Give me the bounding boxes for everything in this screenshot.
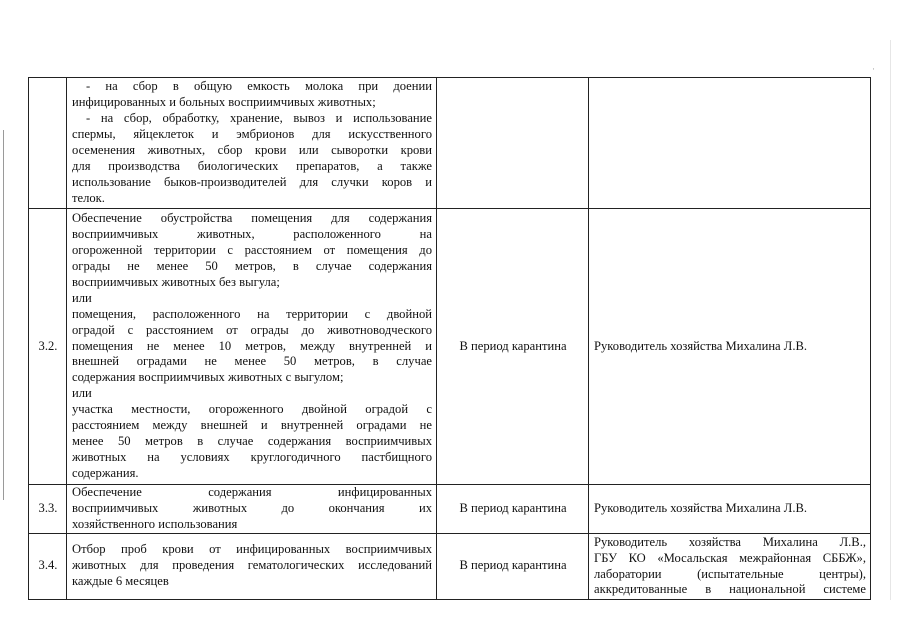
measure-text [67,209,437,485]
period-cell: В период карантина [437,485,589,534]
responsible-line: Руководитель хозяйства Михалина Л.В. [594,500,808,515]
responsible-line: Руководитель хозяйства Михалина Л.В., [594,534,866,549]
text-line: животных для проведения гематологических исследований [72,558,432,573]
text-line: - на сбор, обработку, хранение, вывоз и использование [86,111,432,126]
text-line: участка местности, огороженного двойной оградой с [72,402,432,417]
text-line: - на сбор в общую емкость молока при доении [86,79,432,94]
text-line: внешней оградами не менее 50 метров, в случае [72,354,432,369]
text-line: расстоянием между внешней и внутренней оградами не [72,418,432,433]
text-line: инфицированных и больных восприимчивых животных; [72,95,376,110]
responsible-line: ГБУ КО «Мосальская межрайонная СББЖ», [594,550,866,565]
text-line: огороженной территории с расстоянием от помещения до [72,243,432,258]
text-line: восприимчивых животных до окончания их [72,500,432,515]
period-cell [437,78,589,209]
text-line: менее 50 метров в случае содержания восприимчивых [72,433,432,448]
scan-speck: · [872,64,875,74]
text-line: помещения не менее 10 метров, между внутренней и [72,338,432,353]
measure-text [67,485,437,534]
text-line: содержания. [72,465,139,480]
table-row [29,78,871,209]
text-line: помещения, расположенного на территории с двойной [72,306,432,321]
row-number: 3.4. [29,533,67,599]
measure-text [67,533,437,599]
text-line: или [72,386,92,401]
responsible-cell [589,485,871,534]
text-line: хозяйственного использования [72,516,238,531]
scan-edge-mark-right [890,40,891,600]
measures-table [28,77,871,600]
text-line: осеменения животных, сбор крови или сыворотки крови [72,143,432,157]
row-number [29,78,67,209]
text-line: каждые 6 месяцев [72,574,169,589]
text-line: животных на условиях круглогодичного пастбищного [72,449,432,464]
scan-edge-mark [3,130,4,500]
text-line: или [72,290,92,305]
text-line: Обеспечение содержания инфицированных [72,485,432,499]
table-row [29,209,871,485]
period-cell: В период карантина [437,209,589,485]
responsible-cell [589,78,871,209]
responsible-line: аккредитованные в национальной системе [594,582,866,597]
responsible-cell [589,533,871,599]
text-line: использование быков-производителей для случки коров и [72,174,432,189]
measure-text [67,78,437,209]
text-line: восприимчивых животных без выгула; [72,274,280,289]
table-row [29,533,871,599]
responsible-cell [589,209,871,485]
text-line: содержания восприимчивых животных с выгулом; [72,370,344,385]
period-cell: В период карантина [437,533,589,599]
responsible-line: Руководитель хозяйства Михалина Л.В. [594,338,808,353]
text-line: спермы, яйцеклеток и эмбрионов для искусственного [72,127,432,142]
row-number: 3.3. [29,485,67,534]
text-line: телок. [72,190,105,205]
responsible-line: лаборатории (испытательные центры), [594,566,866,581]
text-line: Обеспечение обустройства помещения для содержания [72,211,432,226]
text-line: восприимчивых животных, расположенного на [72,227,432,242]
text-line: Отбор проб крови от инфицированных восприимчивых [72,542,432,557]
text-line: ограды не менее 50 метров, в случае содержания [72,259,432,274]
row-number: 3.2. [29,209,67,485]
text-line: для производства биологических препаратов, а также [72,158,432,173]
text-line: оградой с расстоянием от ограды до животноводческого [72,322,432,337]
table-row [29,485,871,534]
